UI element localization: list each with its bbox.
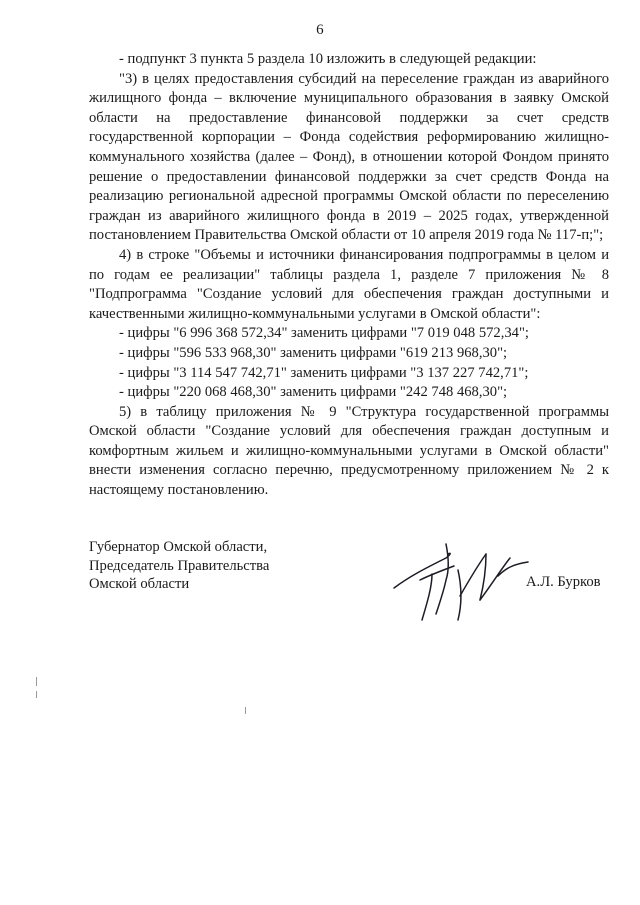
paragraph-item-4: 4) в строке "Объемы и источники финансирования подпрограммы в целом и по годам ее реализации" таблицы раздела 1, разделе 7 приложения № 8 "Подпрограмма "Создание условий для обеспечения граждан доступными и качественными жилищно-коммунальными услугами в Омской области": bbox=[89, 246, 609, 322]
paragraph-item-5: 5) в таблицу приложения № 9 "Структура государственной программы Омской области "Создание условий для обеспечения граждан доступным и комфортным жильем и жилищно-коммунальными услугами в Омской области" внести изменения согласно перечню, предусмотренному приложением № 2 к настоящему постановлению. bbox=[89, 403, 609, 499]
signatory-title-line: Председатель Правительства bbox=[89, 557, 270, 574]
signatory-title-line: Омской области bbox=[89, 576, 190, 592]
signer-name: А.Л. Бурков bbox=[526, 574, 601, 590]
figure-change-item: - цифры "596 533 968,30" заменить цифрами "619 213 968,30"; bbox=[119, 344, 508, 361]
signatory-title-line: Губернатор Омской области, bbox=[89, 539, 268, 555]
paragraph-item-3-text: "3) в целях предоставления субсидий на переселение граждан из аварийного жилищного фонда – включение муниципального образования в заявку Омской области на предоставление финансовой поддержки за счет средств государственной корпорации – Фонда содействия реформированию жилищно-коммунального хозяйства (далее – Фонд), в отношении которой Фондом принято решение о предоставлении финансовой поддержки за счет средств Фонда на реализацию региональной адресной программы Омской области по переселению граждан из аварийного жилищного фонда в 2019 – 2025 годах, утвержденной постановлением Правительства Омской области от 10 апреля 2019 года № 117-п;"; bbox=[89, 70, 609, 244]
figure-changes-list bbox=[89, 324, 609, 402]
figure-change-item: - цифры "220 068 468,30" заменить цифрами "242 748 468,30"; bbox=[119, 384, 508, 401]
handwritten-signature bbox=[388, 528, 534, 626]
margin-mark bbox=[36, 691, 37, 698]
figure-change-item: - цифры "3 114 547 742,71" заменить цифрами "3 137 227 742,71"; bbox=[119, 364, 529, 381]
margin-mark bbox=[36, 677, 37, 686]
figure-change-item: - цифры "6 996 368 572,34" заменить цифрами "7 019 048 572,34"; bbox=[119, 325, 529, 342]
signatory-title-block bbox=[89, 538, 269, 594]
page-number: 6 bbox=[316, 22, 324, 38]
margin-mark bbox=[245, 707, 246, 714]
paragraph-subpoint-3: - подпункт 3 пункта 5 раздела 10 изложить в следующей редакции: bbox=[119, 51, 537, 67]
document-body bbox=[89, 50, 609, 501]
